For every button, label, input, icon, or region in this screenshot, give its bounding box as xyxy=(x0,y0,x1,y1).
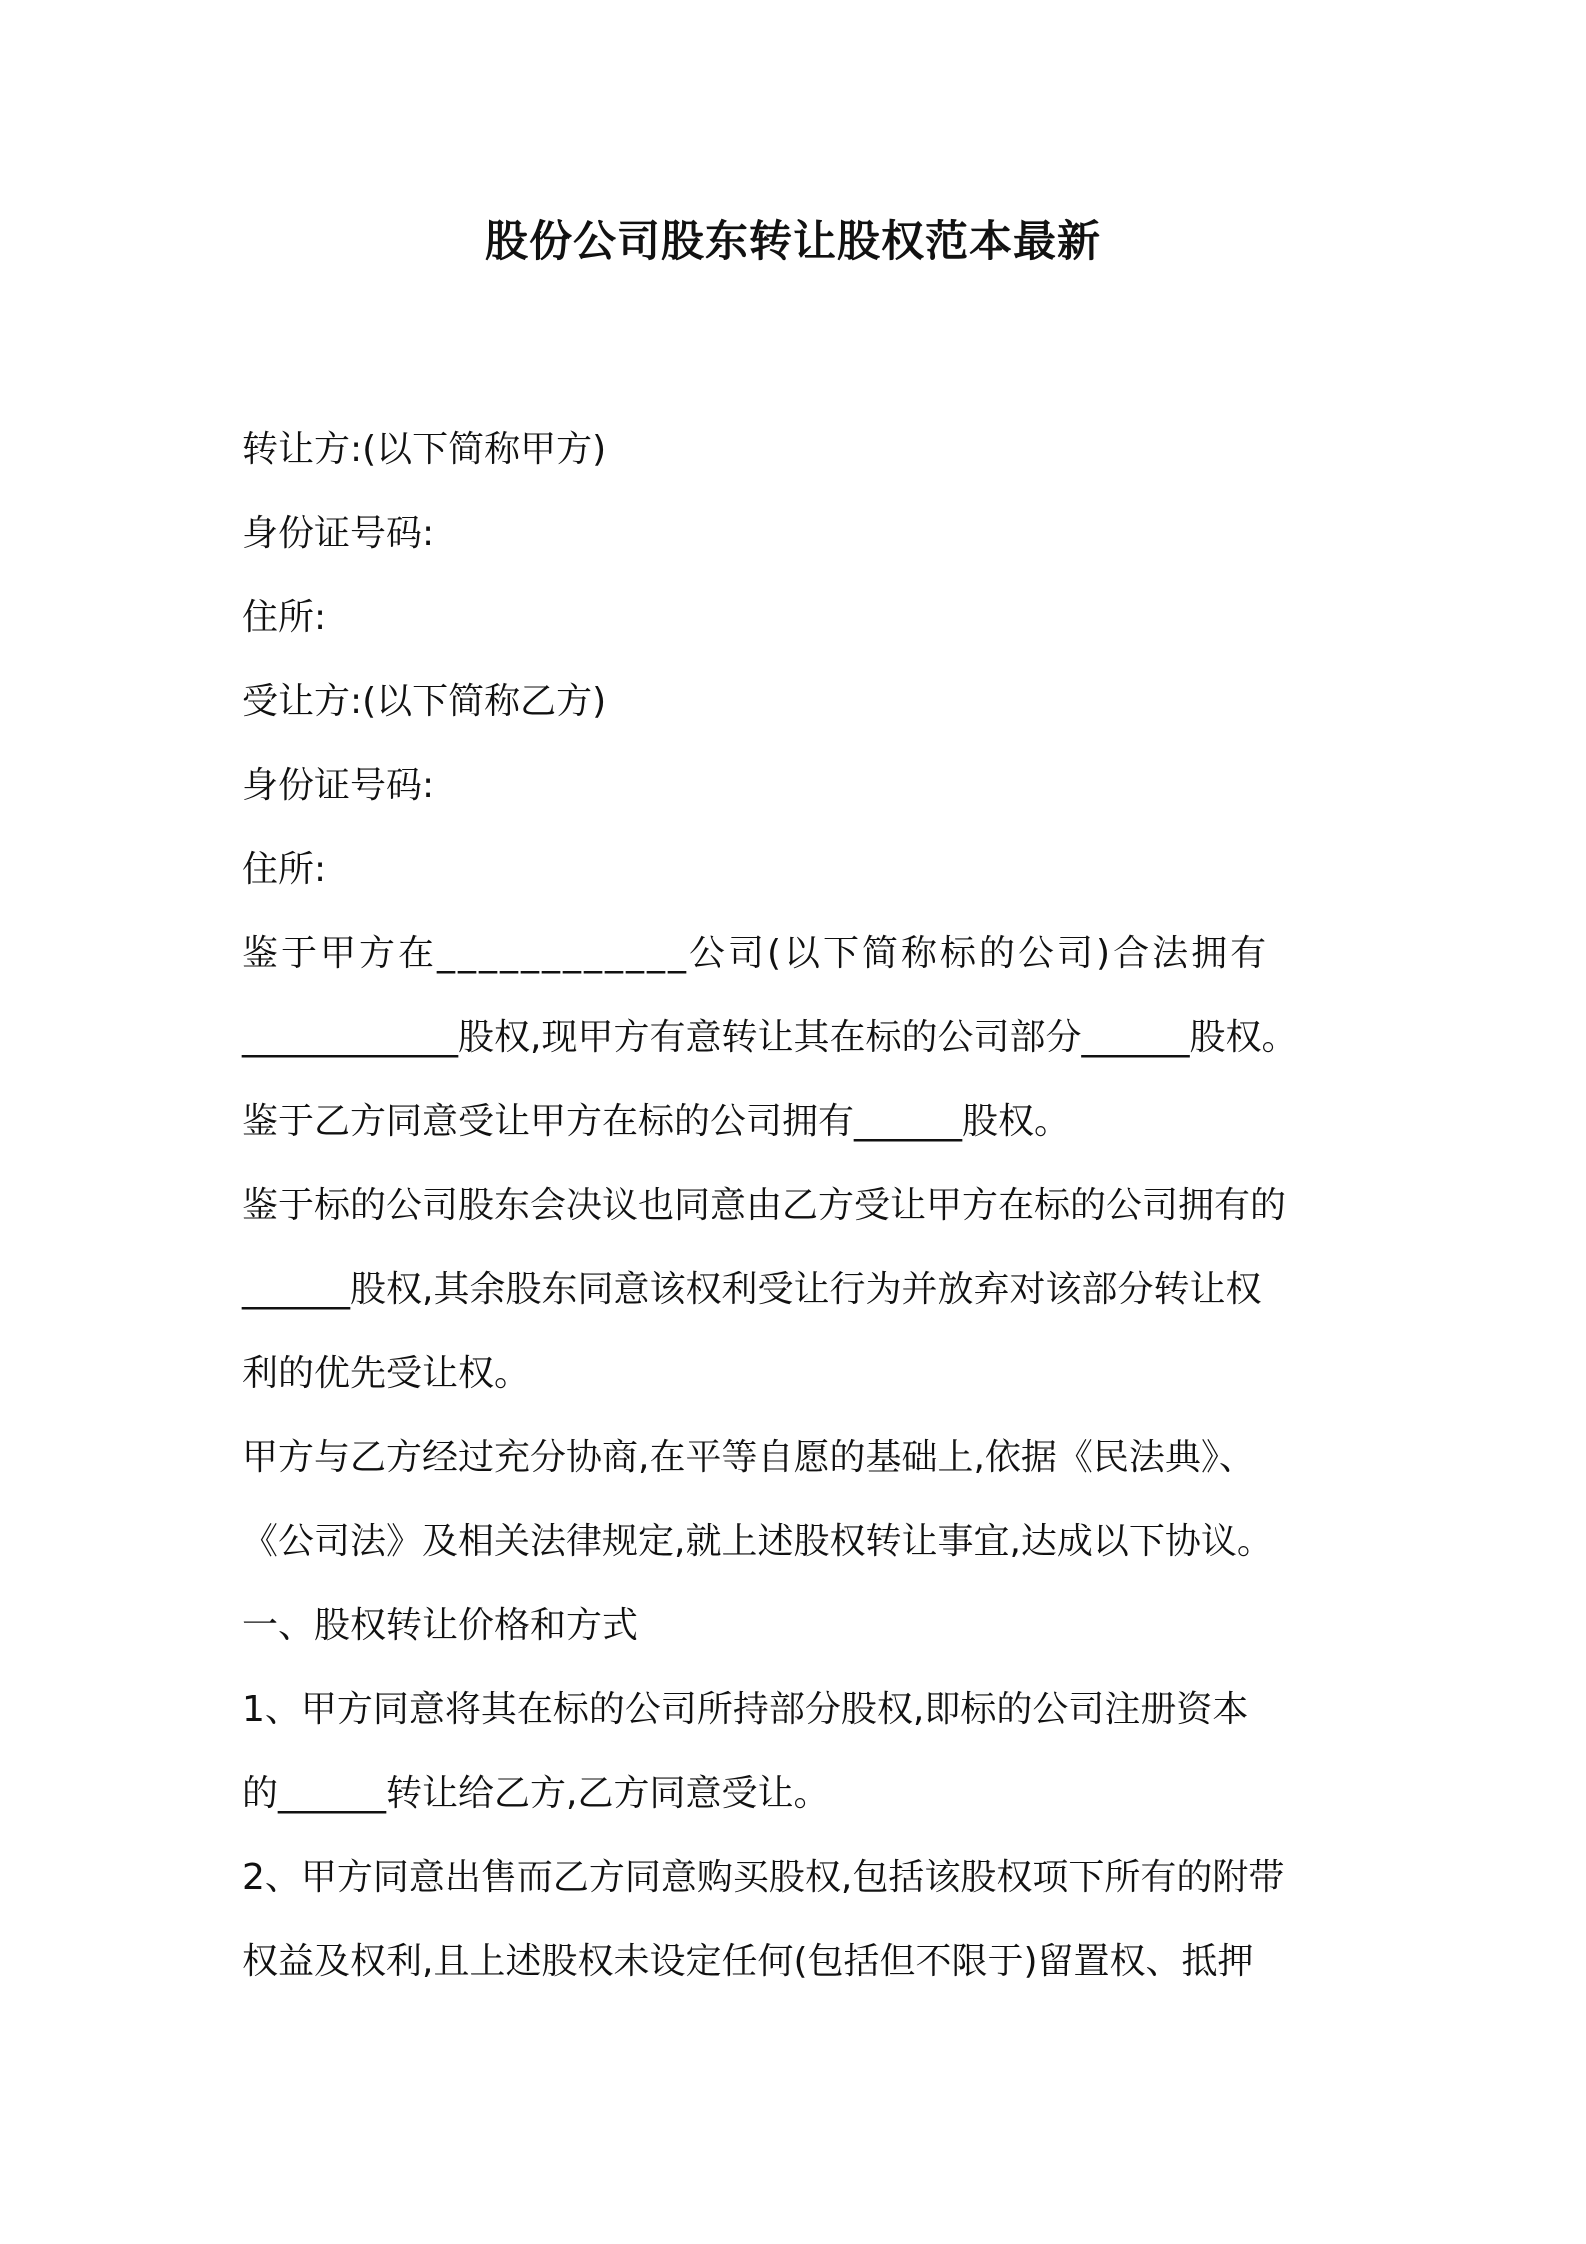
paragraph-line: ____________股权,现甲方有意转让其在标的公司部分______股权。 xyxy=(242,1017,1298,1058)
paragraph-line: 利的优先受让权。 xyxy=(242,1353,531,1394)
transferor-address-line: 住所: xyxy=(242,597,327,638)
document-body xyxy=(242,408,1372,2004)
paragraph-line: 甲方与乙方经过充分协商,在平等自愿的基础上,依据《民法典》、 xyxy=(242,1437,1255,1478)
paragraph-line: ______股权,其余股东同意该权利受让行为并放弃对该部分转让权 xyxy=(242,1269,1262,1310)
paragraph-line: 鉴于乙方同意受让甲方在标的公司拥有______股权。 xyxy=(242,1101,1071,1142)
paragraph-line: 《公司法》及相关法律规定,就上述股权转让事宜,达成以下协议。 xyxy=(242,1521,1273,1562)
clause-line: 1、甲方同意将其在标的公司所持部分股权,即标的公司注册资本 xyxy=(242,1689,1249,1730)
transferor-id-line: 身份证号码: xyxy=(242,513,435,554)
section-heading: 一、股权转让价格和方式 xyxy=(242,1605,639,1646)
document-title: 股份公司股东转让股权范本最新 xyxy=(485,217,1101,267)
transferee-id-line: 身份证号码: xyxy=(242,765,435,806)
clause-line: 权益及权利,且上述股权未设定任何(包括但不限于)留置权、抵押 xyxy=(242,1941,1254,1982)
clause-line: 2、甲方同意出售而乙方同意购买股权,包括该股权项下所有的附带 xyxy=(242,1857,1285,1898)
paragraph-line: 鉴于甲方在____________公司(以下简称标的公司)合法拥有 xyxy=(242,933,1270,974)
transferee-address-line: 住所: xyxy=(242,849,327,890)
transferor-line: 转让方:(以下简称甲方) xyxy=(242,429,607,470)
paragraph-line: 鉴于标的公司股东会决议也同意由乙方受让甲方在标的公司拥有的 xyxy=(242,1185,1287,1226)
clause-line: 的______转让给乙方,乙方同意受让。 xyxy=(242,1773,830,1814)
transferee-line: 受让方:(以下简称乙方) xyxy=(242,681,607,722)
